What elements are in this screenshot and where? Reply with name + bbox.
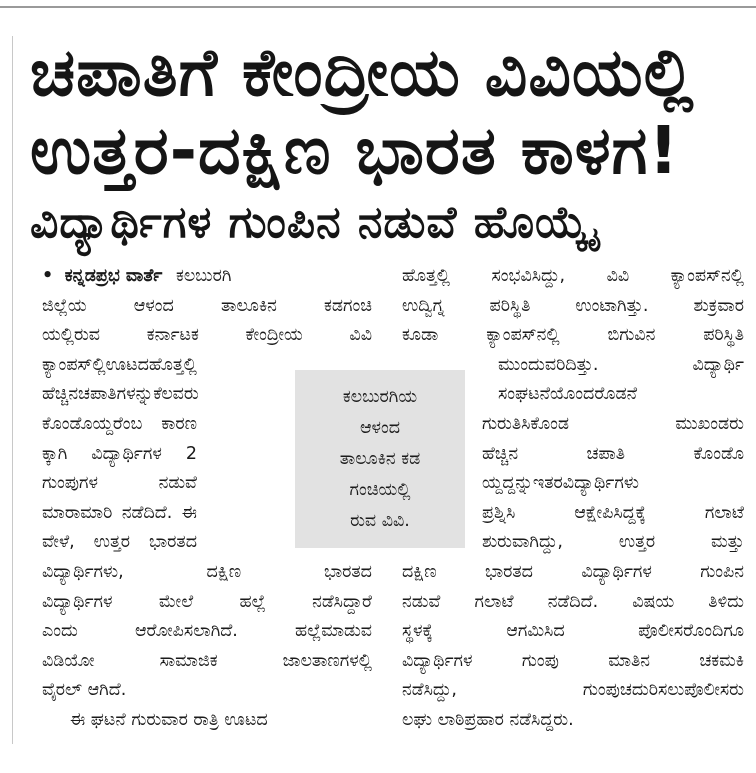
column-2-line: ನಡುವೆ ಗಲಾಟೆ ನಡೆದಿದೆ. ವಿಷಯ ತಿಳಿದು [402,591,744,612]
column-2-line: ಹೆಚ್ಚಿನ ಚಪಾತಿ ಕೊಂಡೊ [482,443,744,464]
column-2-line: ಸ್ಥಳಕ್ಕೆ ಆಗಮಿಸಿದ ಪೊಲೀಸರೊಂದಿಗೂ [402,621,744,642]
column-1-line: ಮಾರಾಮಾರಿ ನಡೆದಿದೆ. ಈ [42,502,197,523]
column-2-line: ವಿದ್ಯಾರ್ಥಿಗಳ ಗುಂಪು ಮಾತಿನ ಚಕಮಕಿ [402,650,744,671]
column-2-line: ಹೊತ್ತಲ್ಲಿ ಸಂಭವಿಸಿದ್ದು, ವಿವಿ ಕ್ಯಾಂಪಸ್‌ನಲ್ಲಿ [402,266,744,286]
top-rule [0,6,756,8]
column-1-line: ಯಲ್ಲಿರುವ ಕರ್ನಾಟಕ ಕೇಂದ್ರೀಯ ವಿವಿ [42,325,372,346]
subheadline: ವಿದ್ಯಾರ್ಥಿಗಳ ಗುಂಪಿನ ನಡುವೆ ಹೊಯ್ಕೈ [30,197,597,248]
column-2-line: ಲಘು ಲಾಠಿಪ್ರಹಾರ ನಡೆಸಿದ್ದರು. [402,709,574,730]
byline-bullet: • [42,266,54,286]
column-2-line: ಗುರುತಿಸಿಕೊಂಡ ಮುಖಂಡರು [482,413,744,434]
column-2-line: ಕೂಡಾ ಕ್ಯಾಂಪಸ್‌ನಲ್ಲಿ ಬಿಗುವಿನ ಪರಿಸ್ಥಿತಿ [402,325,744,346]
byline [42,262,372,292]
column-2-line: ನಡೆಸಿದ್ದು, ಗುಂಪುಚದುರಿಸಲುಪೊಲೀಸರು [402,680,744,701]
column-2-line: ಸಂಘಟನೆಯೊಂದರೊಡನೆ [498,384,638,405]
headline-line-2: ಉತ್ತರ-ದಕ್ಷಿಣ ಭಾರತ ಕಾಳಗ! [30,112,680,189]
pull-quote-line: ಆಳಂದ [359,418,401,438]
column-1-line: ಕ್ಕಾಗಿ ವಿದ್ಯಾರ್ಥಿಗಳ 2 [42,443,197,464]
column-2-line: ಯ್ದದ್ದನ್ನುಇತರವಿದ್ಯಾರ್ಥಿಗಳು [482,473,639,494]
column-rule [12,36,13,744]
byline-source: ಕನ್ನಡಪ್ರಭ ವಾರ್ತೆ [64,266,163,286]
column-2-line: ಶುರುವಾಗಿದ್ದು, ಉತ್ತರ ಮತ್ತು [482,532,744,553]
column-1-line: ಗುಂಪುಗಳ ನಡುವೆ [42,473,197,494]
pull-quote-box [295,370,465,548]
column-2-line: ಪ್ರಶ್ನಿಸಿ ಆಕ್ಷೇಪಿಸಿದ್ದಕ್ಕೆ ಗಲಾಟೆ [482,502,744,523]
column-2-line: ಮುಂದುವರಿದಿತ್ತು. ವಿದ್ಯಾರ್ಥಿ [498,354,744,375]
column-1-line: ವಿಡಿಯೋ ಸಾಮಾಜಿಕ ಜಾಲತಾಣಗಳಲ್ಲಿ [42,650,372,671]
column-1-line: ಎಂದು ಆರೋಪಿಸಲಾಗಿದೆ. ಹಲ್ಲೆಮಾಡುವ [42,621,372,642]
pull-quote-line: ಗಂಚಿಯಲ್ಲಿ [349,480,411,500]
column-1-line: ವಿದ್ಯಾರ್ಥಿಗಳು, ದಕ್ಷಿಣ ಭಾರತದ [42,561,372,582]
pull-quote-line: ಕಲಬುರಗಿಯ [342,387,418,407]
headline-line-1: ಚಪಾತಿಗೆ ಕೇಂದ್ರೀಯ ವಿವಿಯಲ್ಲಿ [30,34,695,111]
column-1-line: ವಿದ್ಯಾರ್ಥಿಗಳ ಮೇಲೆ ಹಲ್ಲೆ ನಡೆಸಿದ್ದಾರೆ [42,591,372,612]
pull-quote-line: ತಾಲೂಕಿನ ಕಡ [339,449,421,469]
column-1-line: ಕ್ಯಾಂಪಸ್‌ಲ್ಲಿಊಟದಹೊತ್ತಲ್ಲಿ [42,354,197,375]
column-2-line: ಉದ್ವಿಗ್ನ ಪರಿಸ್ಥಿತಿ ಉಂಟಾಗಿತ್ತು. ಶುಕ್ರವಾರ [402,295,744,316]
column-1-line: ಹೆಚ್ಚಿನಚಪಾತಿಗಳನ್ನುಕೆಲವರು [42,384,199,405]
column-1-line: ವೈರಲ್ ಆಗಿದೆ. [42,680,127,701]
column-1-line: ಜಿಲ್ಲೆಯ ಆಳಂದ ತಾಲೂಕಿನ ಕಡಗಂಚಿ [42,295,372,316]
byline-place: ಕಲಬುರಗಿ [175,266,232,286]
column-1-line: ವೇಳೆ, ಉತ್ತರ ಭಾರತದ [42,532,197,553]
column-1-line: ಈ ಘಟನೆ ಗುರುವಾರ ರಾತ್ರಿ ಊಟದ [70,709,268,730]
column-2-line: ದಕ್ಷಿಣ ಭಾರತದ ವಿದ್ಯಾರ್ಥಿಗಳ ಗುಂಪಿನ [402,561,744,582]
column-1-line: ಕೊಂಡೊಯ್ದರೆಂಬ ಕಾರಣ [42,413,197,434]
pull-quote-line: ರುವ ವಿವಿ. [350,511,410,531]
